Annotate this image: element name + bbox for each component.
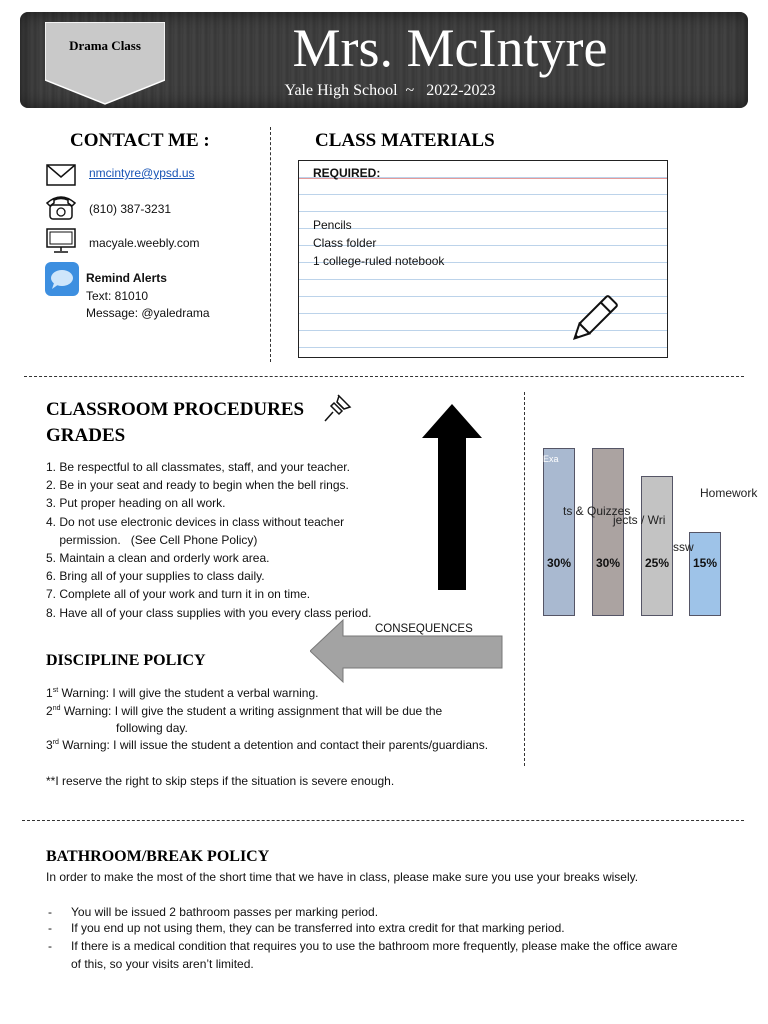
tag-shape <box>45 22 165 106</box>
warning-ordinal: rd <box>52 739 59 746</box>
procedure-rule: 8. Have all of your class supplies with you every class period. <box>46 605 372 620</box>
bathroom-heading: BATHROOM/BREAK POLICY <box>46 848 270 865</box>
pushpin-icon <box>322 392 354 428</box>
pencil-icon <box>570 284 630 346</box>
procedure-rule: 1. Be respectful to all classmates, staff, and your teacher. <box>46 460 350 474</box>
divider-horizontal-1 <box>24 376 744 377</box>
warning-ordinal: nd <box>52 705 61 712</box>
contact-heading: CONTACT ME : <box>70 130 210 151</box>
procedure-rule: permission. (See Cell Phone Policy) <box>46 532 258 547</box>
material-item: Class folder <box>313 236 377 250</box>
divider-horizontal-2 <box>22 820 744 821</box>
school-year: Yale High School ~ 2022-2023 <box>284 82 496 99</box>
remind-text: Text: 81010 <box>86 289 149 303</box>
material-item: Pencils <box>313 218 352 232</box>
material-item: 1 college-ruled notebook <box>313 254 445 268</box>
computer-icon <box>46 228 76 258</box>
warning-text: Warning: I will give the student a writing assignment that will be due the <box>60 704 443 718</box>
discipline-note: **I reserve the right to skip steps if the situation is severe enough. <box>46 774 395 788</box>
phone-number: (810) 387-3231 <box>89 202 172 216</box>
procedure-rule: 6. Bring all of your supplies to class daily. <box>46 569 265 584</box>
chart-bar <box>641 476 673 616</box>
grades-heading: GRADES <box>46 425 126 446</box>
grades-chart <box>535 440 765 630</box>
procedures-heading: CLASSROOM PROCEDURES <box>46 399 305 420</box>
bathroom-bullet: If you end up not using them, they can be transferred into extra credit for that marking period. <box>71 921 565 935</box>
warning-3 <box>46 738 488 752</box>
chart-value-label: 30% <box>596 556 621 570</box>
warning-2 <box>46 704 442 718</box>
procedure-list <box>46 458 426 622</box>
chart-category-label: Homework <box>700 486 758 500</box>
bathroom-bullet: If there is a medical condition that requires you to use the bathroom more frequently, please make the office aware <box>71 939 678 953</box>
warning-number: 1 <box>46 686 53 700</box>
warning-text: Warning: I will give the student a verbal warning. <box>58 686 319 700</box>
bathroom-intro: In order to make the most of the short time that we have in class, please make sure you use your breaks wisely. <box>46 870 639 884</box>
class-tag-label: Drama Class <box>69 38 141 53</box>
phone-icon <box>44 193 78 225</box>
warning-2-continued: following day. <box>116 721 188 735</box>
procedure-rule: 7. Complete all of your work and turn it in on time. <box>46 587 311 602</box>
website[interactable]: macyale.weebly.com <box>89 236 200 250</box>
warning-text: Warning: I will issue the student a detention and contact their parents/guardians. <box>58 738 489 752</box>
procedure-rule: 4. Do not use electronic devices in class without teacher <box>46 514 345 529</box>
up-arrow-icon <box>420 404 484 594</box>
envelope-icon <box>46 164 76 190</box>
chart-category-label: Exa <box>543 454 559 464</box>
bullet-dash: - <box>48 921 52 935</box>
procedure-rule: 2. Be in your seat and ready to begin when the bell rings. <box>46 478 349 493</box>
procedure-rule: 5. Maintain a clean and orderly work area. <box>46 551 270 566</box>
warning-1 <box>46 686 319 700</box>
bullet-dash: - <box>48 939 52 953</box>
chart-value-label: 25% <box>645 556 670 570</box>
teacher-name: Mrs. McIntyre <box>292 18 608 78</box>
required-label: REQUIRED: <box>313 166 381 180</box>
class-tag <box>45 22 165 104</box>
discipline-heading: DISCIPLINE POLICY <box>46 652 206 669</box>
divider-vertical-mid <box>524 392 525 766</box>
consequences-label: CONSEQUENCES <box>375 623 473 635</box>
divider-vertical-top <box>270 127 271 362</box>
bathroom-bullet: You will be issued 2 bathroom passes per marking period. <box>71 905 379 919</box>
bullet-dash: - <box>48 905 52 919</box>
chart-category-label: ts & Quizzes <box>563 504 631 518</box>
chart-value-label: 30% <box>547 556 572 570</box>
chart-value-label: 15% <box>693 556 718 570</box>
email-link[interactable]: nmcintyre@ypsd.us <box>89 166 195 180</box>
chart-category-label: jects / Wri <box>613 513 666 527</box>
chart-bar <box>543 448 575 616</box>
chart-category-label: ssw <box>673 540 694 554</box>
bathroom-bullet-continued: of this, so your visits aren’t limited. <box>71 957 254 971</box>
remind-chat-icon <box>45 262 79 300</box>
procedure-rule: 3. Put proper heading on all work. <box>46 496 226 511</box>
chart-bar <box>592 448 624 616</box>
materials-heading: CLASS MATERIALS <box>315 130 495 151</box>
warning-number: 3 <box>46 738 53 752</box>
remind-title: Remind Alerts <box>86 271 167 285</box>
warning-number: 2 <box>46 704 53 718</box>
warning-ordinal: st <box>52 687 59 694</box>
remind-message: Message: @yaledrama <box>86 306 210 320</box>
